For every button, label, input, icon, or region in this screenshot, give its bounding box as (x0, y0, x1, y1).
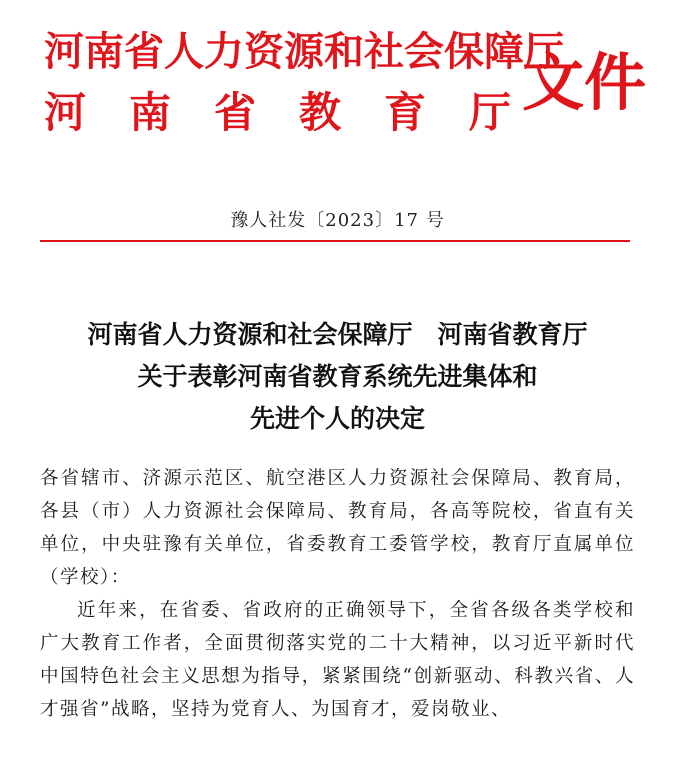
issuer-name-line-1: 河南省人力资源和社会保障厅 (44, 28, 564, 75)
document-number: 豫人社发〔2023〕17 号 (230, 210, 445, 231)
header-divider (40, 240, 630, 242)
title-line-1: 河南省人力资源和社会保障厅 河南省教育厅 (87, 320, 588, 349)
addressee-paragraph: 各省辖市、济源示范区、航空港区人力资源社会保障局、教育局，各县（市）人力资源社会保障局、教育局，各高等院校，省直有关单位，中央驻豫有关单位，省委教育工委管学校，教育厅直属单位（学校）： (40, 468, 635, 588)
title-line-2: 关于表彰河南省教育系统先进集体和 (137, 362, 538, 391)
document-type-label: 文件 (522, 46, 647, 119)
body-paragraph-1: 近年来，在省委、省政府的正确领导下，全省各级各类学校和广大教育工作者，全面贯彻落实党的二十大精神，以习近平新时代中国特色社会主义思想为指导，紧紧围绕“创新驱动、科教兴省、人才强省”战略，坚持为党育人、为国育才，爱岗敬业、 (40, 600, 635, 720)
issuer-name-line-2: 河南省教育厅 (44, 88, 555, 137)
document-title (0, 314, 675, 440)
title-line-3: 先进个人的决定 (249, 404, 425, 433)
document-body (40, 462, 635, 726)
